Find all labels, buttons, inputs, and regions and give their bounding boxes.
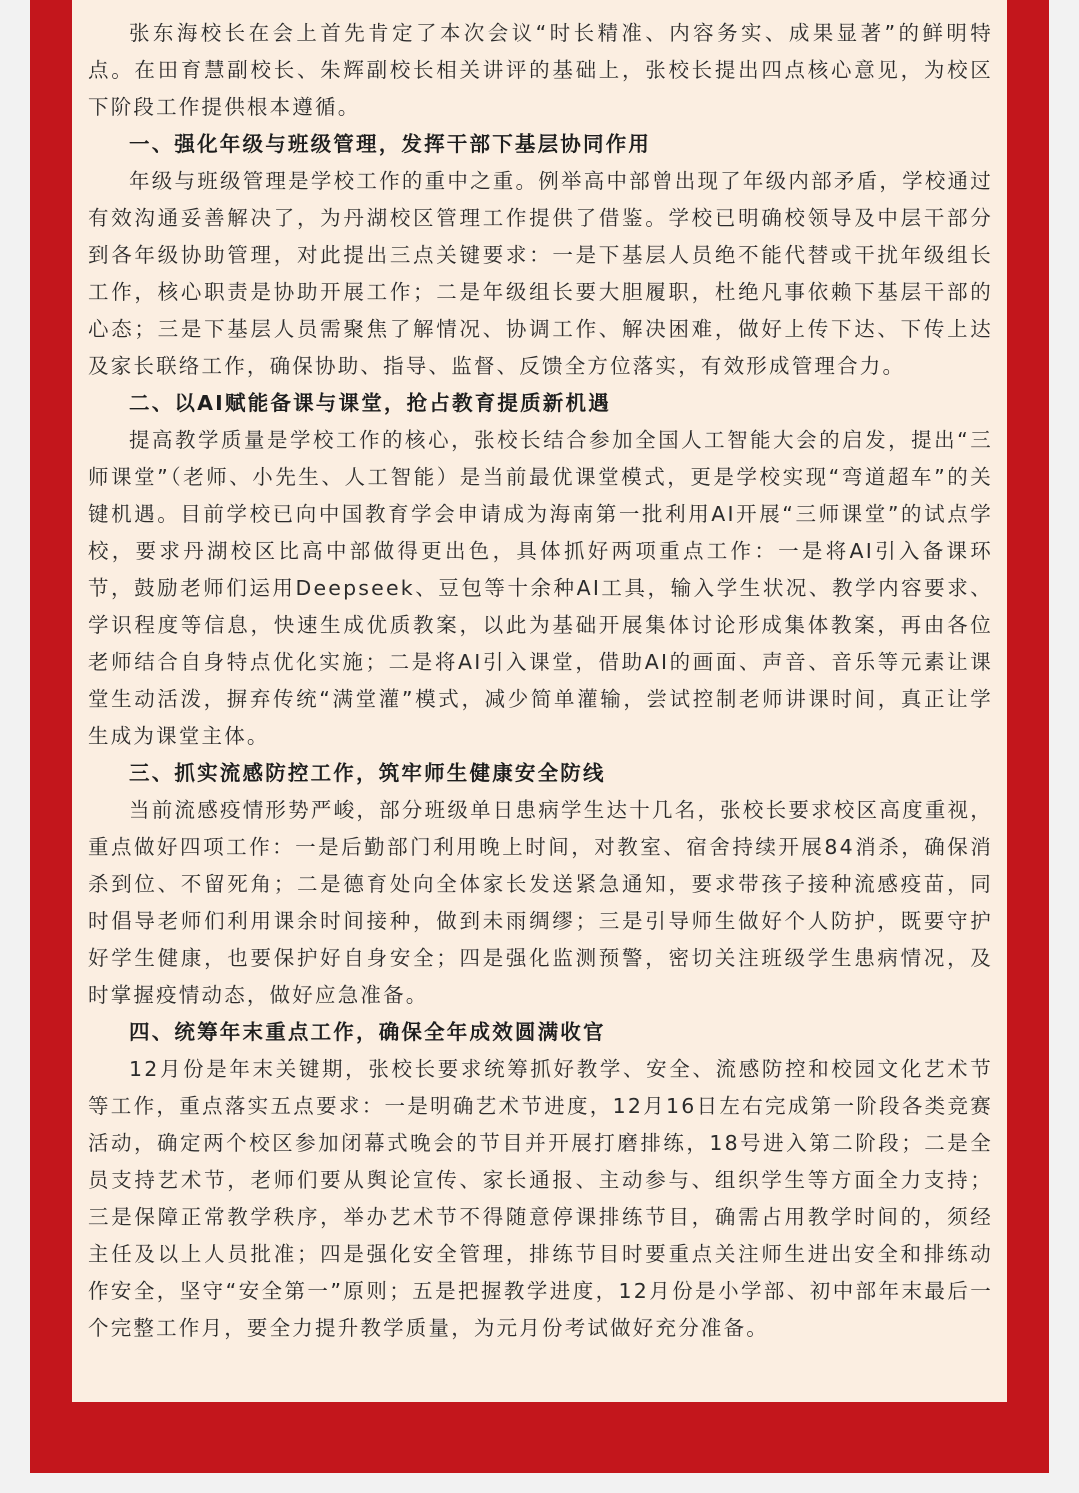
article-body [88,15,993,1347]
section-heading-3: 三、抓实流感防控工作，筑牢师生健康安全防线 [129,761,606,785]
section-heading-1: 一、强化年级与班级管理，发挥干部下基层协同作用 [129,132,652,156]
section-paragraph-3: 当前流感疫情形势严峻，部分班级单日患病学生达十几名，张校长要求校区高度重视，重点做好四项工作：一是后勤部门利用晚上时间，对教室、宿舍持续开展84消杀，确保消杀到位、不留死角；二是德育处向全体家长发送紧急通知，要求带孩子接种流感疫苗，同时倡导老师们利用课余时间接种，做到未雨绸缪；三是引导师生做好个人防护，既要守护好学生健康，也要保护好自身安全；四是强化监测预警，密切关注班级学生患病情况，及时掌握疫情动态，做好应急准备。 [88,798,993,1007]
section-heading-4: 四、统筹年末重点工作，确保全年成效圆满收官 [129,1020,606,1044]
section-paragraph-2: 提高教学质量是学校工作的核心，张校长结合参加全国人工智能大会的启发，提出“三师课堂”（老师、小先生、人工智能）是当前最优课堂模式，更是学校实现“弯道超车”的关键机遇。目前学校已向中国教育学会申请成为海南第一批利用AI开展“三师课堂”的试点学校，要求丹湖校区比高中部做得更出色，具体抓好两项重点工作：一是将AI引入备课环节，鼓励老师们运用Deepseek、豆包等十余种AI工具，输入学生状况、教学内容要求、学识程度等信息，快速生成优质教案，以此为基础开展集体讨论形成集体教案，再由各位老师结合自身特点优化实施；二是将AI引入课堂，借助AI的画面、声音、音乐等元素让课堂生动活泼，摒弃传统“满堂灌”模式，减少简单灌输，尝试控制老师讲课时间，真正让学生成为课堂主体。 [88,428,993,748]
section-paragraph-1: 年级与班级管理是学校工作的重中之重。例举高中部曾出现了年级内部矛盾，学校通过有效沟通妥善解决了，为丹湖校区管理工作提供了借鉴。学校已明确校领导及中层干部分到各年级协助管理，对此提出三点关键要求：一是下基层人员绝不能代替或干扰年级组长工作，核心职责是协助开展工作；二是年级组长要大胆履职，杜绝凡事依赖下基层干部的心态；三是下基层人员需聚焦了解情况、协调工作、解决困难，做好上传下达、下传上达及家长联络工作，确保协助、指导、监督、反馈全方位落实，有效形成管理合力。 [88,169,993,378]
intro-paragraph: 张东海校长在会上首先肯定了本次会议“时长精准、内容务实、成果显著”的鲜明特点。在田育慧副校长、朱辉副校长相关讲评的基础上，张校长提出四点核心意见，为校区下阶段工作提供根本遵循。 [88,21,993,119]
section-heading-2: 二、以AI赋能备课与课堂，抢占教育提质新机遇 [129,391,611,415]
section-paragraph-4: 12月份是年末关键期，张校长要求统筹抓好教学、安全、流感防控和校园文化艺术节等工作，重点落实五点要求：一是明确艺术节进度，12月16日左右完成第一阶段各类竞赛活动，确定两个校区参加闭幕式晚会的节目并开展打磨排练，18号进入第二阶段；二是全员支持艺术节，老师们要从舆论宣传、家长通报、主动参与、组织学生等方面全力支持；三是保障正常教学秩序，举办艺术节不得随意停课排练节目，确需占用教学时间的，须经主任及以上人员批准；四是强化安全管理，排练节目时要重点关注师生进出安全和排练动作安全，坚守“安全第一”原则；五是把握教学进度，12月份是小学部、初中部年末最后一个完整工作月，要全力提升教学质量，为元月份考试做好充分准备。 [88,1057,993,1340]
